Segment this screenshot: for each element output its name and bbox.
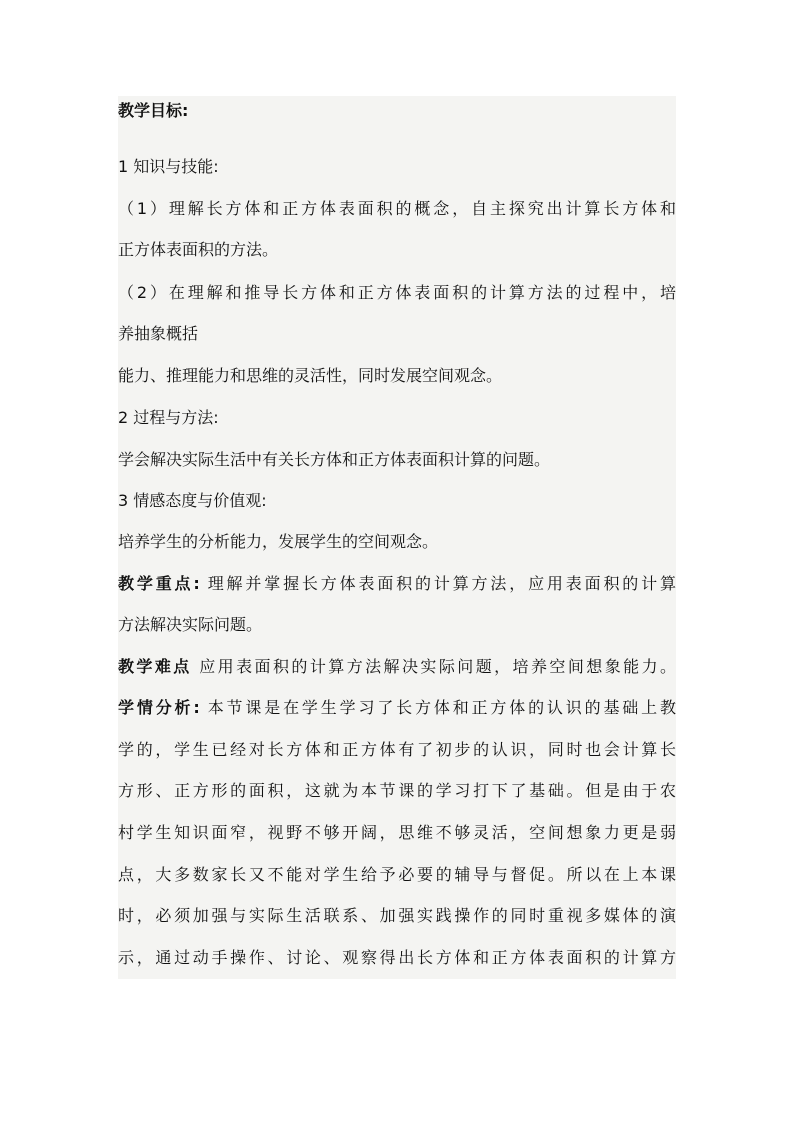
key-point-line-1 xyxy=(118,573,676,595)
key-point-label: 教学重点: xyxy=(118,574,200,593)
section-1-item-2-line-1: （2）在理解和推导长方体和正方体表面积的计算方法的过程中，培 xyxy=(118,283,676,302)
section-1-item-2-line-3: 能力、推理能力和思维的灵活性，同时发展空间观念。 xyxy=(118,366,503,385)
goals-title: 教学目标: xyxy=(118,101,189,120)
section-3-title: 3 情感态度与价值观: xyxy=(118,491,267,510)
section-1-item-2-line-2: 养抽象概括 xyxy=(118,324,199,343)
section-3-text: 培养学生的分析能力，发展学生的空间观念。 xyxy=(118,532,439,551)
analysis-label: 学情分析: xyxy=(118,698,200,717)
document-page xyxy=(118,96,676,979)
analysis-line-6: 时，必须加强与实际生活联系、加强实践操作的同时重视多媒体的演 xyxy=(118,906,676,925)
analysis-line-5: 点，大多数家长又不能对学生给予必要的辅导与督促。所以在上本课 xyxy=(118,865,676,884)
analysis-line-2: 学的，学生已经对长方体和正方体有了初步的认识，同时也会计算长 xyxy=(118,740,676,759)
section-1-title: 1 知识与技能: xyxy=(118,157,219,176)
key-point-line-2: 方法解决实际问题。 xyxy=(118,615,263,634)
difficulty-line xyxy=(118,656,676,678)
analysis-line-3: 方形、正方形的面积，这就为本节课的学习打下了基础。但是由于农 xyxy=(118,781,676,800)
section-2-title: 2 过程与方法: xyxy=(118,408,219,427)
section-2-text: 学会解决实际生活中有关长方体和正方体表面积计算的问题。 xyxy=(118,450,551,469)
difficulty-label: 教学难点 xyxy=(118,657,192,676)
section-1-item-1-line-2: 正方体表面积的方法。 xyxy=(118,240,279,259)
analysis-text: 本节课是在学生学习了长方体和正方体的认识的基础上教 xyxy=(199,698,676,717)
difficulty-text: 应用表面积的计算方法解决实际问题，培养空间想象能力。 xyxy=(191,657,676,676)
goals-heading xyxy=(118,100,676,122)
analysis-line-4: 村学生知识面窄，视野不够开阔，思维不够灵活，空间想象力更是弱 xyxy=(118,823,676,842)
analysis-line-7: 示，通过动手操作、讨论、观察得出长方体和正方体表面积的计算方 xyxy=(118,948,676,967)
section-1-item-1-line-1: （1）理解长方体和正方体表面积的概念，自主探究出计算长方体和 xyxy=(118,199,676,218)
key-point-text: 理解并掌握长方体表面积的计算方法，应用表面积的计算 xyxy=(199,574,676,593)
analysis-line-1 xyxy=(118,697,676,719)
